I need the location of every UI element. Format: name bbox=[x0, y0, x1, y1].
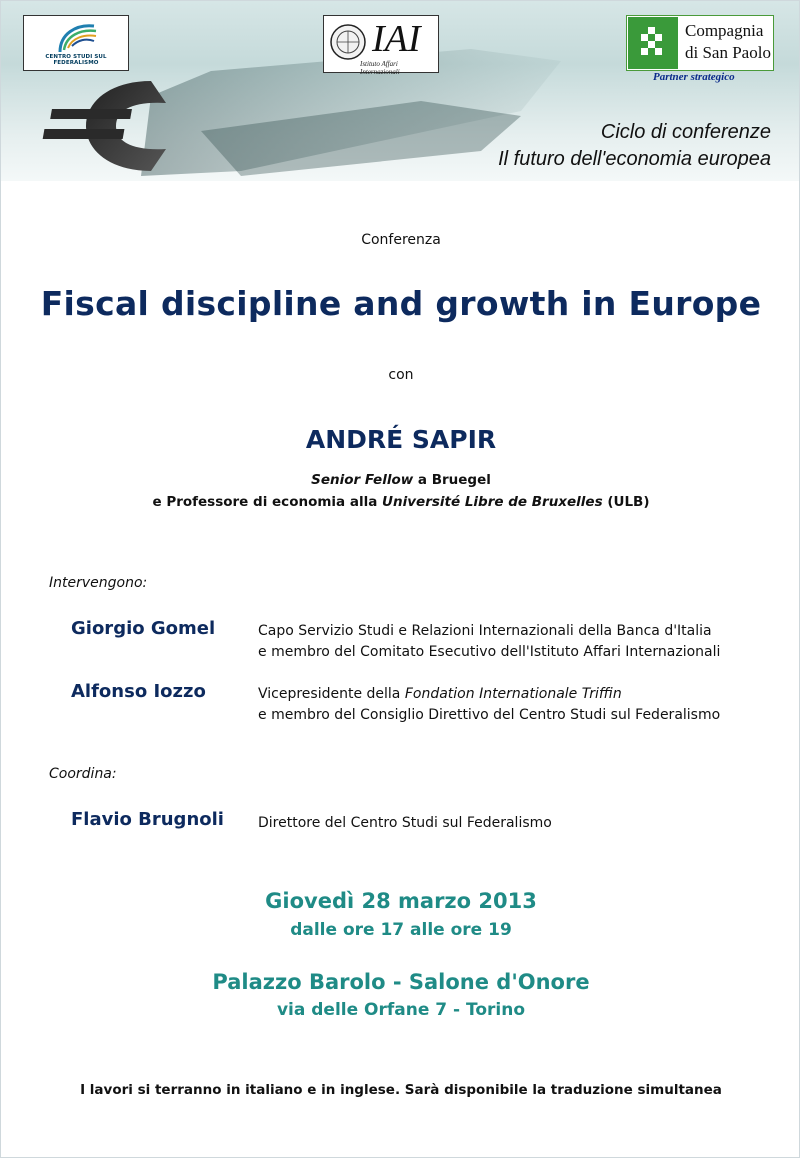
event-venue: Palazzo Barolo - Salone d'Onore bbox=[212, 970, 590, 994]
series-line-1: Ciclo di conferenze bbox=[600, 121, 771, 143]
event-date: Giovedì 28 marzo 2013 bbox=[265, 889, 537, 913]
affiliation-2-start: e Professore di economia alla bbox=[152, 494, 383, 510]
csp-logo-line1: Compagnia bbox=[685, 21, 764, 40]
moderator-name: Flavio Brugnoli bbox=[71, 809, 224, 830]
panelist-role-line: Capo Servizio Studi e Relazioni Internazionali della Banca d'Italia bbox=[258, 623, 712, 639]
affiliation-2-end: (ULB) bbox=[602, 494, 650, 510]
csp-green-square bbox=[628, 17, 678, 69]
panelist-role bbox=[258, 684, 720, 726]
iai-emblem-icon bbox=[328, 20, 368, 64]
foundation-name: Fondation Internationale Triffin bbox=[404, 686, 622, 702]
header-banner bbox=[1, 1, 799, 181]
partner-label: Partner strategico bbox=[653, 71, 735, 83]
iai-logo-subtitle: Istituto Affari Internazionali bbox=[360, 60, 400, 76]
event-time: dalle ore 17 alle ore 19 bbox=[290, 920, 512, 940]
series-line-2: Il futuro dell'economia europea bbox=[498, 148, 771, 170]
iai-logo bbox=[323, 15, 439, 76]
moderator-role: Direttore del Centro Studi sul Federalismo bbox=[258, 815, 552, 831]
panelist-role-line: e membro del Comitato Esecutivo dell'Istituto Affari Internazionali bbox=[258, 644, 721, 660]
language-note: I lavori si terranno in italiano e in inglese. Sarà disponibile la traduzione simultanea bbox=[80, 1082, 722, 1098]
event-type-label: Conferenza bbox=[361, 232, 441, 248]
event-title: Fiscal discipline and growth in Europe bbox=[40, 284, 762, 323]
affiliation-university: Université Libre de Bruxelles bbox=[382, 494, 603, 510]
iai-logo-text: IAI bbox=[372, 18, 421, 60]
conference-series bbox=[498, 119, 771, 173]
compagnia-san-paolo-logo bbox=[626, 15, 774, 71]
csf-logo-caption: CENTRO STUDI SUL FEDERALISMO bbox=[45, 54, 107, 66]
speaker-affiliation-1 bbox=[1, 472, 800, 488]
csp-checker-icon bbox=[628, 17, 678, 69]
csp-logo-line2: di San Paolo bbox=[685, 43, 771, 62]
speaker-affiliation-2 bbox=[1, 494, 800, 510]
affiliation-role: Senior Fellow bbox=[311, 472, 414, 488]
panelist-name: Alfonso Iozzo bbox=[71, 681, 206, 702]
with-label: con bbox=[388, 367, 414, 383]
panelist-role-line: e membro del Consiglio Direttivo del Centro Studi sul Federalismo bbox=[258, 707, 721, 723]
role-text: Vicepresidente della bbox=[258, 686, 405, 702]
csp-logo-name bbox=[685, 20, 771, 64]
panelist-role-line bbox=[258, 684, 720, 705]
panelist-name: Giorgio Gomel bbox=[71, 618, 216, 639]
main-speaker-name: ANDRÉ SAPIR bbox=[305, 425, 497, 454]
panelist-role bbox=[258, 621, 720, 663]
csf-logo bbox=[23, 15, 129, 71]
affiliation-org: a Bruegel bbox=[413, 472, 491, 488]
panel-label: Intervengono: bbox=[49, 575, 148, 591]
moderator-label: Coordina: bbox=[49, 766, 117, 782]
event-address: via delle Orfane 7 - Torino bbox=[276, 1000, 526, 1020]
